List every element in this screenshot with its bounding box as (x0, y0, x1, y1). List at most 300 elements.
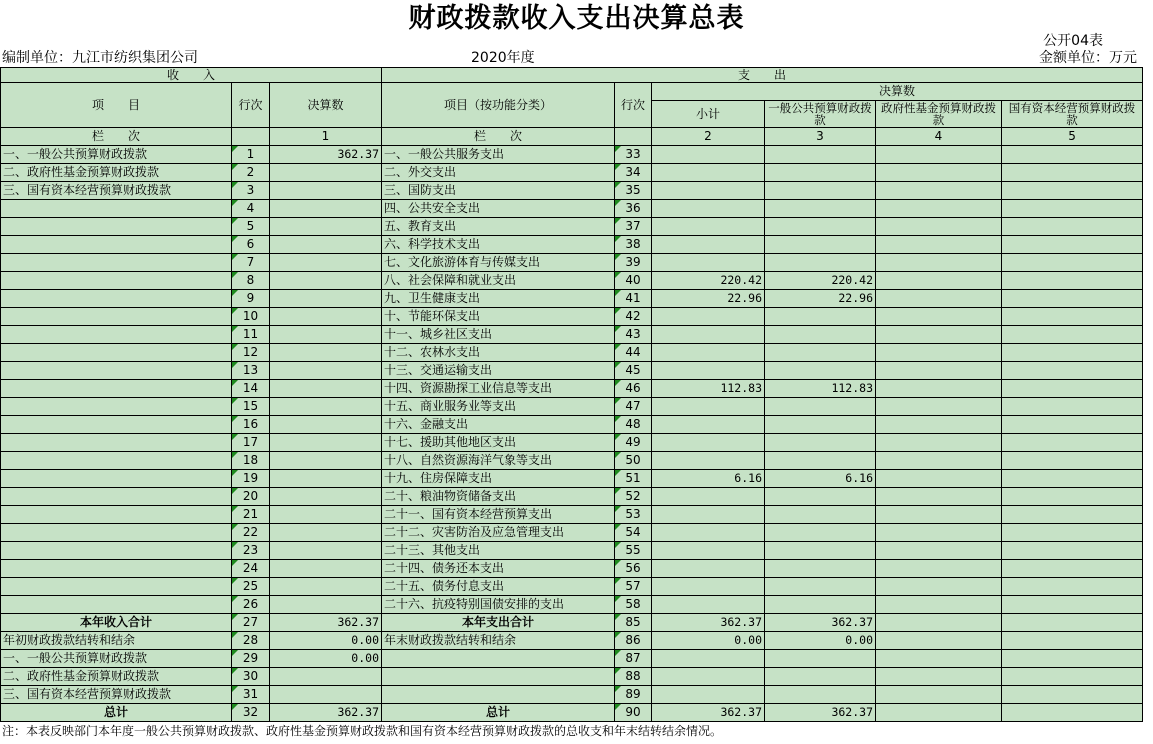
table-row (1, 380, 1143, 398)
income-line-no: 20 (232, 488, 270, 506)
table-row (1, 362, 1143, 380)
expense-subtotal (652, 686, 765, 704)
expense-line-no: 42 (615, 308, 652, 326)
income-amount (270, 416, 382, 434)
income-amount (270, 164, 382, 182)
table-row (1, 506, 1143, 524)
income-amount: 362.37 (270, 146, 382, 164)
expense-general (765, 578, 876, 596)
income-line-no: 26 (232, 596, 270, 614)
income-line-no: 9 (232, 290, 270, 308)
income-item (1, 272, 232, 290)
income-line-no: 3 (232, 182, 270, 200)
expense-gov-fund (876, 434, 1002, 452)
expense-line-no: 50 (615, 452, 652, 470)
income-item (1, 560, 232, 578)
table-row (1, 434, 1143, 452)
reporting-unit: 编制单位：九江市纺织集团公司 (2, 50, 198, 66)
income-item (1, 542, 232, 560)
income-line-no: 8 (232, 272, 270, 290)
expense-state-capital (1002, 344, 1143, 362)
table-row (1, 578, 1143, 596)
income-line-no: 19 (232, 470, 270, 488)
expense-subtotal (652, 236, 765, 254)
income-item (1, 524, 232, 542)
income-item: 总计 (1, 704, 232, 722)
expense-general (765, 182, 876, 200)
income-item (1, 434, 232, 452)
column-2: 2 (652, 128, 765, 146)
expense-state-capital (1002, 650, 1143, 668)
expense-gov-fund (876, 344, 1002, 362)
general-budget-header: 一般公共预算财政拨款 (765, 101, 876, 128)
expense-line-no: 38 (615, 236, 652, 254)
table-row (1, 164, 1143, 182)
expense-general: 362.37 (765, 614, 876, 632)
expense-subtotal (652, 398, 765, 416)
expense-subtotal (652, 650, 765, 668)
expense-general (765, 218, 876, 236)
income-amount (270, 218, 382, 236)
expense-state-capital (1002, 668, 1143, 686)
expense-state-capital (1002, 164, 1143, 182)
expense-general (765, 542, 876, 560)
table-row (1, 452, 1143, 470)
income-amount (270, 668, 382, 686)
expense-item: 二十六、抗疫特别国债安排的支出 (382, 596, 615, 614)
table-row (1, 290, 1143, 308)
expense-state-capital (1002, 290, 1143, 308)
table-row (1, 218, 1143, 236)
expense-item: 七、文化旅游体育与传媒支出 (382, 254, 615, 272)
expense-line-no: 43 (615, 326, 652, 344)
expense-item: 十、节能环保支出 (382, 308, 615, 326)
expense-general: 220.42 (765, 272, 876, 290)
income-line-no: 14 (232, 380, 270, 398)
expense-state-capital (1002, 686, 1143, 704)
expense-line-no-header: 行次 (615, 83, 652, 128)
income-line-no: 6 (232, 236, 270, 254)
income-line-no: 18 (232, 452, 270, 470)
income-item (1, 308, 232, 326)
expense-subtotal (652, 164, 765, 182)
expense-general (765, 452, 876, 470)
state-capital-header: 国有资本经营预算财政拨款 (1002, 101, 1143, 128)
expense-line-no: 55 (615, 542, 652, 560)
expense-item: 二十三、其他支出 (382, 542, 615, 560)
expense-subtotal (652, 362, 765, 380)
income-amount (270, 308, 382, 326)
expense-subtotal (652, 326, 765, 344)
expense-state-capital (1002, 236, 1143, 254)
expense-item: 三、国防支出 (382, 182, 615, 200)
report-title: 财政拨款收入支出决算总表 (408, 3, 745, 34)
expense-general (765, 668, 876, 686)
income-amount (270, 524, 382, 542)
table-row (1, 254, 1143, 272)
expense-gov-fund (876, 308, 1002, 326)
expense-state-capital (1002, 218, 1143, 236)
expense-item: 九、卫生健康支出 (382, 290, 615, 308)
table-row (1, 704, 1143, 722)
expense-item: 本年支出合计 (382, 614, 615, 632)
expense-line-no: 88 (615, 668, 652, 686)
expense-gov-fund (876, 452, 1002, 470)
income-item (1, 344, 232, 362)
expense-general (765, 398, 876, 416)
table-row (1, 398, 1143, 416)
expense-general (765, 200, 876, 218)
expense-general: 362.37 (765, 704, 876, 722)
expense-subtotal: 362.37 (652, 704, 765, 722)
expense-state-capital (1002, 272, 1143, 290)
expense-state-capital (1002, 434, 1143, 452)
table-row (1, 686, 1143, 704)
income-line-no: 17 (232, 434, 270, 452)
expense-line-no: 41 (615, 290, 652, 308)
expense-general (765, 686, 876, 704)
expense-state-capital (1002, 578, 1143, 596)
page-edge (1148, 0, 1153, 744)
expense-state-capital (1002, 254, 1143, 272)
income-item: 二、政府性基金预算财政拨款 (1, 164, 232, 182)
expense-line-no: 56 (615, 560, 652, 578)
income-amount (270, 200, 382, 218)
expense-item: 一、一般公共服务支出 (382, 146, 615, 164)
expense-item: 八、社会保障和就业支出 (382, 272, 615, 290)
income-item: 三、国有资本经营预算财政拨款 (1, 686, 232, 704)
income-item (1, 416, 232, 434)
expense-general (765, 434, 876, 452)
income-line-no: 25 (232, 578, 270, 596)
expense-gov-fund (876, 182, 1002, 200)
expense-line-no: 85 (615, 614, 652, 632)
income-item (1, 362, 232, 380)
expense-subtotal (652, 578, 765, 596)
expense-state-capital (1002, 416, 1143, 434)
expense-line-no: 58 (615, 596, 652, 614)
income-item: 三、国有资本经营预算财政拨款 (1, 182, 232, 200)
table-row (1, 344, 1143, 362)
column-blank-expense (615, 128, 652, 146)
expense-subtotal (652, 668, 765, 686)
table-row (1, 146, 1143, 164)
expense-subtotal (652, 308, 765, 326)
table-row (1, 632, 1143, 650)
income-line-no: 16 (232, 416, 270, 434)
expense-general (765, 164, 876, 182)
expense-line-no: 39 (615, 254, 652, 272)
budget-summary-table (0, 67, 1143, 722)
gov-fund-header: 政府性基金预算财政拨款 (876, 101, 1002, 128)
income-line-no: 7 (232, 254, 270, 272)
expense-state-capital (1002, 200, 1143, 218)
expense-item-header: 项目（按功能分类） (382, 83, 615, 128)
expense-item: 十八、自然资源海洋气象等支出 (382, 452, 615, 470)
expense-item (382, 668, 615, 686)
expense-state-capital (1002, 704, 1143, 722)
expense-gov-fund (876, 578, 1002, 596)
income-amount (270, 362, 382, 380)
expense-gov-fund (876, 470, 1002, 488)
expense-state-capital (1002, 542, 1143, 560)
income-amount (270, 182, 382, 200)
expense-gov-fund (876, 704, 1002, 722)
line-no-header: 行次 (232, 83, 270, 128)
expense-gov-fund (876, 164, 1002, 182)
expense-subtotal: 0.00 (652, 632, 765, 650)
expense-subtotal (652, 452, 765, 470)
income-header: 收 入 (1, 68, 382, 83)
expense-item: 十二、农林水支出 (382, 344, 615, 362)
expense-item: 六、科学技术支出 (382, 236, 615, 254)
footnote: 注：本表反映部门本年度一般公共预算财政拨款、政府性基金预算财政拨款和国有资本经营预算财政拨款的总收支和年末结转结余情况。 (2, 724, 723, 738)
expense-item: 二十、粮油物资储备支出 (382, 488, 615, 506)
expense-gov-fund (876, 650, 1002, 668)
expense-subtotal: 112.83 (652, 380, 765, 398)
income-line-no: 28 (232, 632, 270, 650)
income-amount (270, 596, 382, 614)
expense-gov-fund (876, 632, 1002, 650)
expense-line-no: 44 (615, 344, 652, 362)
expense-state-capital (1002, 146, 1143, 164)
expense-item (382, 650, 615, 668)
income-line-no: 1 (232, 146, 270, 164)
expense-state-capital (1002, 506, 1143, 524)
expense-gov-fund (876, 290, 1002, 308)
expense-item: 十九、住房保障支出 (382, 470, 615, 488)
expense-gov-fund (876, 614, 1002, 632)
expense-subtotal: 220.42 (652, 272, 765, 290)
column-1: 1 (270, 128, 382, 146)
income-item (1, 398, 232, 416)
income-item (1, 578, 232, 596)
expense-general (765, 344, 876, 362)
expense-state-capital (1002, 380, 1143, 398)
expense-line-no: 52 (615, 488, 652, 506)
expense-item: 二十四、债务还本支出 (382, 560, 615, 578)
expense-line-no: 47 (615, 398, 652, 416)
income-amount (270, 344, 382, 362)
expense-line-no: 54 (615, 524, 652, 542)
expense-subtotal (652, 218, 765, 236)
income-amount (270, 470, 382, 488)
column-3: 3 (765, 128, 876, 146)
expense-item: 四、公共安全支出 (382, 200, 615, 218)
income-item (1, 290, 232, 308)
income-item (1, 506, 232, 524)
expense-item: 十一、城乡社区支出 (382, 326, 615, 344)
expense-gov-fund (876, 542, 1002, 560)
expense-item: 二、外交支出 (382, 164, 615, 182)
income-line-no: 5 (232, 218, 270, 236)
expense-general (765, 506, 876, 524)
income-line-no: 11 (232, 326, 270, 344)
expense-general: 6.16 (765, 470, 876, 488)
table-row (1, 650, 1143, 668)
expense-general (765, 362, 876, 380)
expense-line-no: 51 (615, 470, 652, 488)
column-label: 栏 次 (1, 128, 232, 146)
income-amount: 362.37 (270, 704, 382, 722)
expense-line-no: 45 (615, 362, 652, 380)
income-amount (270, 560, 382, 578)
expense-line-no: 37 (615, 218, 652, 236)
expense-subtotal (652, 488, 765, 506)
income-line-no: 30 (232, 668, 270, 686)
income-item (1, 470, 232, 488)
table-row (1, 236, 1143, 254)
table-row (1, 668, 1143, 686)
fiscal-year: 2020年度 (471, 50, 535, 66)
income-item (1, 488, 232, 506)
expense-state-capital (1002, 326, 1143, 344)
money-unit: 金额单位：万元 (1039, 50, 1137, 66)
expense-subtotal (652, 182, 765, 200)
expense-state-capital (1002, 362, 1143, 380)
income-line-no: 13 (232, 362, 270, 380)
income-item: 本年收入合计 (1, 614, 232, 632)
expense-general (765, 560, 876, 578)
income-item: 年初财政拨款结转和结余 (1, 632, 232, 650)
expense-line-no: 34 (615, 164, 652, 182)
table-row (1, 326, 1143, 344)
expense-final-header: 决算数 (652, 83, 1143, 101)
expense-item: 十四、资源勘探工业信息等支出 (382, 380, 615, 398)
expense-state-capital (1002, 182, 1143, 200)
table-row (1, 596, 1143, 614)
expense-subtotal (652, 146, 765, 164)
expense-line-no: 33 (615, 146, 652, 164)
expense-gov-fund (876, 686, 1002, 704)
expense-subtotal (652, 506, 765, 524)
income-item (1, 380, 232, 398)
subtotal-header: 小计 (652, 101, 765, 128)
column-5: 5 (1002, 128, 1143, 146)
income-line-no: 31 (232, 686, 270, 704)
expense-gov-fund (876, 218, 1002, 236)
expense-line-no: 86 (615, 632, 652, 650)
income-line-no: 2 (232, 164, 270, 182)
expense-gov-fund (876, 272, 1002, 290)
expense-gov-fund (876, 200, 1002, 218)
expense-general (765, 236, 876, 254)
expense-general (765, 416, 876, 434)
expense-state-capital (1002, 398, 1143, 416)
expense-gov-fund (876, 506, 1002, 524)
expense-subtotal (652, 200, 765, 218)
expense-state-capital (1002, 452, 1143, 470)
table-row (1, 308, 1143, 326)
income-amount: 362.37 (270, 614, 382, 632)
expense-item: 十七、援助其他地区支出 (382, 434, 615, 452)
expense-subtotal (652, 560, 765, 578)
income-amount (270, 434, 382, 452)
expense-subtotal (652, 524, 765, 542)
table-row (1, 470, 1143, 488)
expense-subtotal (652, 254, 765, 272)
expense-line-no: 53 (615, 506, 652, 524)
table-row (1, 272, 1143, 290)
income-item (1, 236, 232, 254)
expense-state-capital (1002, 308, 1143, 326)
income-item-header: 项 目 (1, 83, 232, 128)
income-amount: 0.00 (270, 650, 382, 668)
income-amount (270, 542, 382, 560)
income-item (1, 452, 232, 470)
income-item: 二、政府性基金预算财政拨款 (1, 668, 232, 686)
table-row (1, 614, 1143, 632)
income-amount (270, 326, 382, 344)
expense-item: 十三、交通运输支出 (382, 362, 615, 380)
expense-subtotal: 6.16 (652, 470, 765, 488)
income-line-no: 24 (232, 560, 270, 578)
expense-item: 五、教育支出 (382, 218, 615, 236)
expense-line-no: 90 (615, 704, 652, 722)
income-line-no: 27 (232, 614, 270, 632)
column-blank (232, 128, 270, 146)
expense-line-no: 87 (615, 650, 652, 668)
income-amount (270, 506, 382, 524)
expense-subtotal (652, 596, 765, 614)
income-line-no: 10 (232, 308, 270, 326)
expense-subtotal (652, 434, 765, 452)
expense-gov-fund (876, 326, 1002, 344)
expense-gov-fund (876, 380, 1002, 398)
expense-item: 二十五、债务付息支出 (382, 578, 615, 596)
income-amount (270, 398, 382, 416)
expense-gov-fund (876, 596, 1002, 614)
expense-general: 112.83 (765, 380, 876, 398)
income-line-no: 22 (232, 524, 270, 542)
expense-gov-fund (876, 560, 1002, 578)
income-amount (270, 272, 382, 290)
expense-line-no: 48 (615, 416, 652, 434)
table-row (1, 542, 1143, 560)
expense-general (765, 524, 876, 542)
expense-gov-fund (876, 398, 1002, 416)
table-row (1, 200, 1143, 218)
table-row (1, 488, 1143, 506)
expense-state-capital (1002, 524, 1143, 542)
expense-item: 年末财政拨款结转和结余 (382, 632, 615, 650)
expense-general (765, 596, 876, 614)
expense-line-no: 35 (615, 182, 652, 200)
expense-gov-fund (876, 146, 1002, 164)
income-line-no: 4 (232, 200, 270, 218)
expense-general (765, 326, 876, 344)
expense-general (765, 308, 876, 326)
income-item: 一、一般公共预算财政拨款 (1, 650, 232, 668)
income-amount (270, 380, 382, 398)
table-row (1, 182, 1143, 200)
income-line-no: 29 (232, 650, 270, 668)
expense-line-no: 57 (615, 578, 652, 596)
expense-gov-fund (876, 416, 1002, 434)
income-line-no: 12 (232, 344, 270, 362)
expense-subtotal: 362.37 (652, 614, 765, 632)
expense-state-capital (1002, 488, 1143, 506)
income-item (1, 326, 232, 344)
income-line-no: 15 (232, 398, 270, 416)
income-amount (270, 452, 382, 470)
expense-gov-fund (876, 254, 1002, 272)
table-row (1, 416, 1143, 434)
expense-subtotal (652, 542, 765, 560)
expense-gov-fund (876, 362, 1002, 380)
expense-state-capital (1002, 560, 1143, 578)
expense-item: 十六、金融支出 (382, 416, 615, 434)
